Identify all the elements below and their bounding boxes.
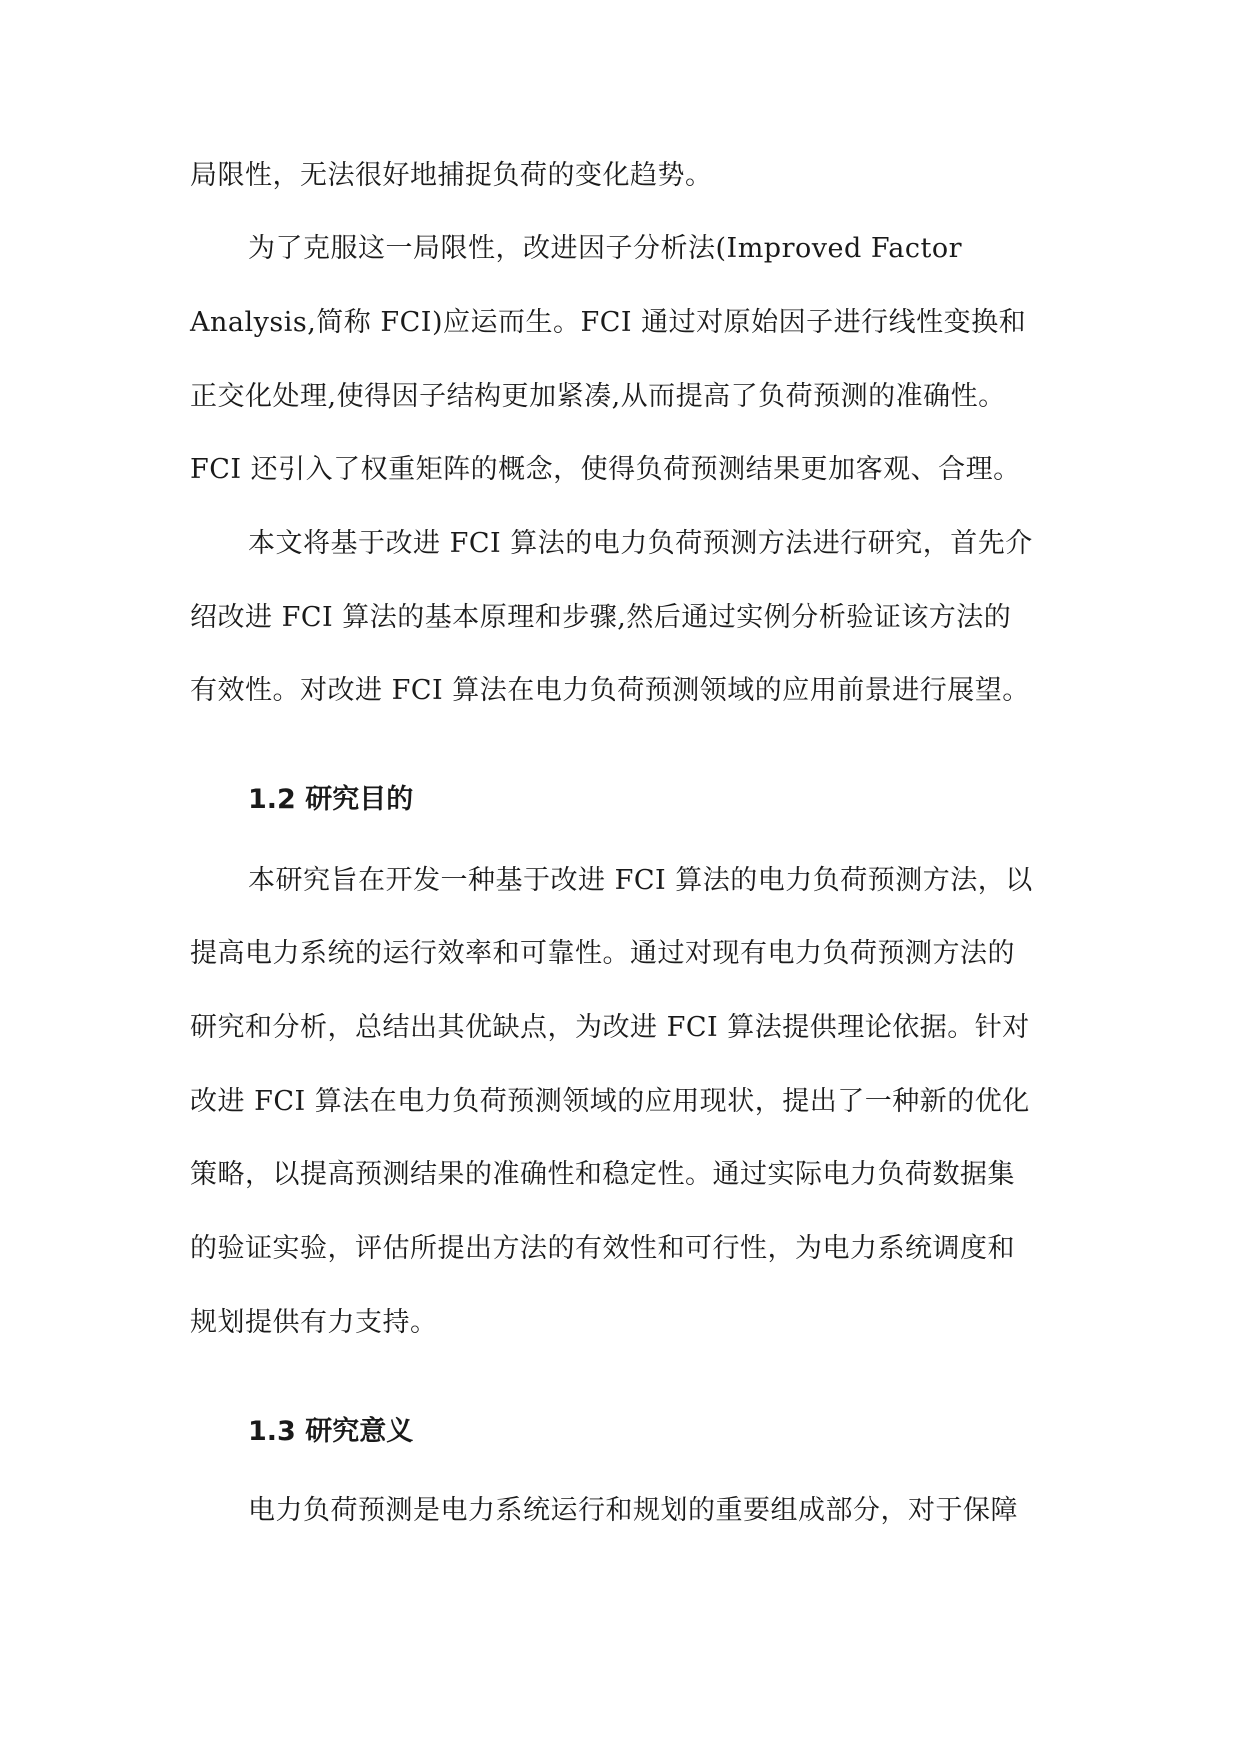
paragraph-line: 本研究旨在开发一种基于改进 FCI 算法的电力负荷预测方法，以 xyxy=(248,865,1033,896)
paragraph-line: 绍改进 FCI 算法的基本原理和步骤,然后通过实例分析验证该方法的 xyxy=(190,602,1012,633)
section-heading-1-3: 1.3 研究意义 xyxy=(248,1416,414,1447)
paragraph-line: 改进 FCI 算法在电力负荷预测领域的应用现状，提出了一种新的优化 xyxy=(190,1086,1030,1117)
paragraph-line: 有效性。对改进 FCI 算法在电力负荷预测领域的应用前景进行展望。 xyxy=(190,675,1030,706)
paragraph-line: 正交化处理,使得因子结构更加紧凑,从而提高了负荷预测的准确性。 xyxy=(190,381,1006,412)
paragraph-line: FCI 还引入了权重矩阵的概念，使得负荷预测结果更加客观、合理。 xyxy=(190,454,1021,485)
paragraph-line: 的验证实验，评估所提出方法的有效性和可行性，为电力系统调度和 xyxy=(190,1233,1015,1264)
paragraph-line: 规划提供有力支持。 xyxy=(190,1307,438,1338)
paragraph-line: 提高电力系统的运行效率和可靠性。通过对现有电力负荷预测方法的 xyxy=(190,938,1015,969)
paragraph-line: 本文将基于改进 FCI 算法的电力负荷预测方法进行研究，首先介 xyxy=(248,528,1033,559)
paragraph-line: 电力负荷预测是电力系统运行和规划的重要组成部分，对于保障 xyxy=(248,1495,1018,1526)
section-heading-1-2: 1.2 研究目的 xyxy=(248,784,414,815)
paragraph-line: 为了克服这一局限性，改进因子分析法(Improved Factor xyxy=(248,233,962,264)
paragraph-line: 策略，以提高预测结果的准确性和稳定性。通过实际电力负荷数据集 xyxy=(190,1159,1015,1190)
paragraph-line: Analysis,简称 FCI)应运而生。FCI 通过对原始因子进行线性变换和 xyxy=(190,307,1027,338)
paragraph-line: 局限性，无法很好地捕捉负荷的变化趋势。 xyxy=(190,160,713,191)
paragraph-line: 研究和分析，总结出其优缺点，为改进 FCI 算法提供理论依据。针对 xyxy=(190,1012,1030,1043)
